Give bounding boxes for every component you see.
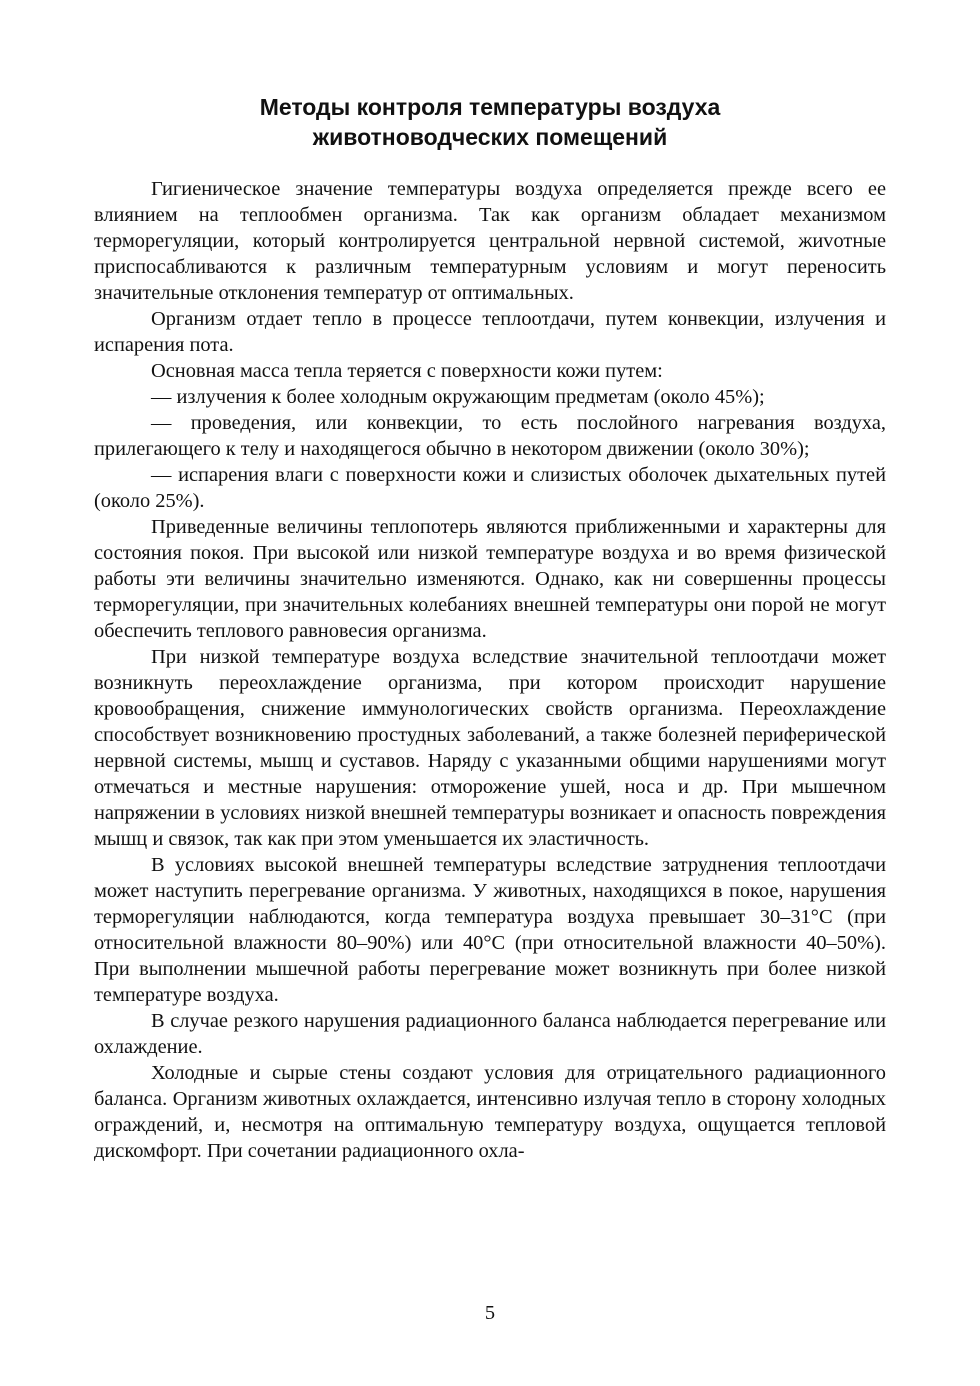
paragraph: Холодные и сырые стены создают условия для отрицательного радиационного баланса. Организм животных охлаждается, интенсивно излучая тепло в сторону холодных ограждений, и, несмотря на оптимальную температуру воздуха, ощущается тепловой дискомфорт. При сочетании радиационного охла- (94, 1062, 886, 1162)
title-line-1: Методы контроля температуры воздуха (259, 94, 721, 120)
paragraph: Гигиеническое значение температуры воздуха определяется прежде всего ее влиянием на теплообмен организма. Так как организм обладает механизмом терморегуляции, который контролируется центральной нервной системой, жиvотные приспосабливаются к различным температурным условиям и могут переносить значительные отклонения температур от оптимальных. (94, 178, 886, 304)
paragraph: В случае резкого нарушения радиационного баланса наблюдается перегревание или охлаждение. (94, 1010, 886, 1058)
paragraph: Приведенные величины теплопотерь являются приближенными и характерны для состояния покоя. При высокой или низкой температуре воздуха и во время физической работы эти величины значительно изменяются. Однако, как ни совершенны процессы терморегуляции, при значительных колебаниях внешней температуры они порой не могут обеспечить теплового равновесия организма. (94, 516, 886, 642)
document-title (94, 92, 886, 152)
document-page (94, 92, 886, 1164)
list-item: — испарения влаги с поверхности кожи и слизистых оболочек дыхательных путей (около 25%). (94, 464, 886, 512)
list-item: — излучения к более холодным окружающим предметам (около 45%); (151, 386, 765, 408)
title-line-2: животноводческих помещений (312, 124, 668, 150)
document-body (94, 176, 886, 1164)
paragraph: Организм отдает тепло в процессе теплоотдачи, путем конвекции, излучения и испарения пота. (94, 308, 886, 356)
paragraph: В условиях высокой внешней температуры вследствие затруднения теплоотдачи может наступить перегревание организма. У животных, находящихся в покое, нарушения терморегуляции наблюдаются, когда температура воздуха превышает 30–31°С (при относительной влажности 80–90%) или 40°С (при относительной влажности 40–50%). При выполнении мышечной работы перегревание может возникнуть при более низкой температуре воздуха. (94, 854, 886, 1006)
paragraph: Основная масса тепла теряется с поверхности кожи путем: (151, 360, 663, 382)
paragraph: При низкой температуре воздуха вследствие значительной теплоотдачи может возникнуть переохлаждение организма, при котором происходит нарушение кровообращения, снижение иммунологических свойств организма. Переохлаждение способствует возникновению простудных заболеваний, а также болезней периферической нервной системы, мышц и суставов. Наряду с указанными общими нарушениями могут отмечаться и местные нарушения: отморожение ушей, носа и др. При мышечном напряжении в условиях низкой внешней температуры возникает и опасность повреждения мышц и связок, так как при этом уменьшается их эластичность. (94, 646, 886, 850)
page-number: 5 (484, 1302, 496, 1324)
list-item: — проведения, или конвекции, то есть послойного нагревания воздуха, прилегающего к телу и находящегося обычно в некотором движении (около 30%); (94, 412, 886, 460)
